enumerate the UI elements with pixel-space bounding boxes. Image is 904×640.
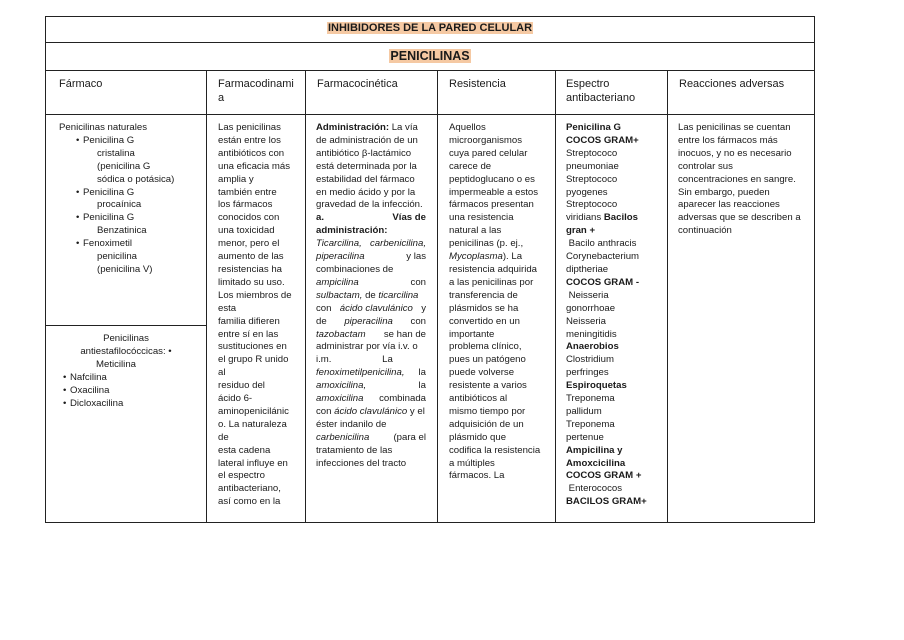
text-line: están entre los bbox=[218, 134, 281, 146]
text-line: residuo del bbox=[218, 380, 265, 392]
text-line: una eficacia más bbox=[218, 160, 290, 172]
drug-text: ticarcilina bbox=[378, 289, 419, 301]
drug-text: piperacilina bbox=[316, 251, 365, 263]
text-line: cuya pared celular bbox=[449, 147, 528, 159]
text-line: resistente a varios bbox=[449, 380, 527, 392]
spectrum-line bbox=[566, 341, 664, 354]
text-line: fármacos. La bbox=[449, 470, 505, 482]
spectrum-text: diptheriae bbox=[566, 263, 609, 275]
text-line: ácido 6- bbox=[218, 393, 253, 405]
drug-item-cont: (penicilina V) bbox=[97, 263, 153, 275]
spectrum-text: Bacilo anthracis bbox=[566, 238, 637, 250]
text-line: concentraciones en sangre. bbox=[678, 173, 796, 185]
spectrum-line bbox=[566, 458, 664, 471]
text-line: impermeable a estos bbox=[449, 186, 539, 198]
spectrum-text: Neisseria bbox=[566, 289, 609, 301]
admin-text: La vía bbox=[389, 122, 418, 133]
text-line: Aquellos bbox=[449, 122, 486, 133]
spectrum-text: BACILOS GRAM+ bbox=[566, 496, 647, 508]
drug-text: ácido clavulánico bbox=[339, 302, 413, 314]
header-farmacodinamia: Farmacodinamia bbox=[218, 78, 294, 104]
spectrum-text: Treponema bbox=[566, 418, 615, 430]
drug-text: carbenicilina bbox=[316, 431, 370, 443]
drug-item: • Oxacilina bbox=[46, 385, 206, 398]
spectrum-line bbox=[566, 483, 664, 496]
text-line: entre los fármacos más bbox=[678, 134, 778, 146]
spectrum-line bbox=[566, 432, 664, 445]
farmaco-antistaph-group bbox=[46, 333, 206, 410]
main-table bbox=[45, 16, 815, 523]
text-line: natural a las bbox=[449, 225, 502, 237]
text-line: en medio ácido y por la bbox=[316, 186, 416, 198]
spectrum-line bbox=[566, 238, 664, 251]
drug-text: amoxicilina, bbox=[316, 380, 367, 392]
table-title: INHIBIDORES DE LA PARED CELULAR bbox=[327, 22, 533, 34]
spectrum-text: Amoxcicilina bbox=[566, 457, 626, 469]
espectro-text bbox=[566, 122, 664, 509]
col-divider bbox=[206, 70, 207, 522]
drug-item-cont: Benzatinica bbox=[97, 225, 147, 237]
drug-item: • Penicilina G bbox=[59, 212, 204, 225]
text-line: gravedad de la infección. bbox=[316, 199, 423, 211]
farmaco-subdivider bbox=[46, 325, 206, 326]
spectrum-text: pallidum bbox=[566, 405, 602, 417]
drug-text: piperacilina bbox=[344, 315, 393, 327]
text-line: aumento de las bbox=[218, 251, 284, 263]
reacciones-text bbox=[678, 122, 804, 238]
text: combinaciones de bbox=[316, 263, 394, 275]
text-line: continuación bbox=[678, 225, 732, 237]
text-line: carece de bbox=[449, 160, 492, 172]
text: la bbox=[418, 380, 426, 392]
farmaco-natural-group bbox=[59, 122, 204, 277]
text-line: de administración de un bbox=[316, 134, 418, 146]
spectrum-text: Penicilina G bbox=[566, 122, 621, 133]
text-line: antibacteriano, bbox=[218, 483, 281, 495]
spectrum-text: Ampicilina y bbox=[566, 444, 623, 456]
spectrum-line bbox=[566, 225, 664, 238]
vias-index: a. bbox=[316, 212, 325, 224]
header-farmaco: Fármaco bbox=[59, 78, 103, 90]
header-resistencia: Resistencia bbox=[449, 78, 506, 90]
drug-item-cont: (penicilina G bbox=[97, 160, 151, 172]
spectrum-text: COCOS GRAM+ bbox=[566, 134, 639, 146]
text-line: a las penicilinas por bbox=[449, 276, 534, 288]
spectrum-line bbox=[566, 122, 664, 135]
text-line: antibiótico β-lactámico bbox=[316, 147, 412, 159]
text-line: codifica la resistencia bbox=[449, 444, 541, 456]
spectrum-line bbox=[566, 187, 664, 200]
drug-text: amoxicilina bbox=[316, 393, 364, 405]
spectrum-line bbox=[566, 290, 664, 303]
text-line: importante bbox=[449, 328, 495, 340]
text: de bbox=[316, 315, 327, 327]
spectrum-text: COCOS GRAM + bbox=[566, 470, 642, 482]
text-line: plásmido que bbox=[449, 431, 507, 443]
text-line: esta cadena bbox=[218, 444, 271, 456]
spectrum-text: Streptococo bbox=[566, 173, 618, 185]
col-divider bbox=[305, 70, 306, 522]
text-line: aminopenicilánic bbox=[218, 405, 289, 417]
text-line: pues un patógeno bbox=[449, 354, 526, 366]
spectrum-line bbox=[566, 264, 664, 277]
drug-item: • Nafcilina bbox=[46, 372, 206, 385]
text-line: lateral influye en bbox=[218, 457, 288, 469]
spectrum-text: gran + bbox=[566, 225, 596, 237]
drug-text: fenoximetilpenicilina, bbox=[316, 367, 405, 379]
text: infecciones del tracto bbox=[316, 457, 407, 469]
group-heading-cont: antiestafilocóccicas: • bbox=[80, 345, 172, 357]
spectrum-line bbox=[566, 496, 664, 509]
drug-item: • Penicilina G bbox=[59, 135, 204, 148]
text-line: antibióticos al bbox=[449, 393, 508, 405]
text-line: problema clínico, bbox=[449, 341, 522, 353]
spectrum-line bbox=[566, 367, 664, 380]
text-line: fármacos presentan bbox=[449, 199, 534, 211]
spectrum-text: Espiroquetas bbox=[566, 380, 627, 392]
spectrum-line bbox=[566, 380, 664, 393]
spectrum-line bbox=[566, 199, 664, 212]
drug-item: Meticilina bbox=[96, 358, 136, 370]
spectrum-text: viridians bbox=[566, 212, 604, 224]
spectrum-line bbox=[566, 445, 664, 458]
text-line: limitado su uso. bbox=[218, 276, 285, 288]
text-line: el grupo R unido bbox=[218, 354, 289, 366]
farmacocinetica-text bbox=[316, 122, 426, 470]
text-line: Mycoplasma). La bbox=[449, 251, 523, 263]
text-line: adquisición de un bbox=[449, 418, 524, 430]
col-divider bbox=[667, 70, 668, 522]
header-reacciones: Reacciones adversas bbox=[679, 78, 785, 90]
spectrum-line bbox=[566, 303, 664, 316]
spectrum-text: COCOS GRAM - bbox=[566, 276, 640, 288]
spectrum-text: pneumoniae bbox=[566, 160, 619, 172]
spectrum-text: Anaerobios bbox=[566, 341, 619, 353]
text-line: sustituciones en bbox=[218, 341, 287, 353]
text-line: estabilidad del fármaco bbox=[316, 173, 415, 185]
text: con bbox=[316, 302, 332, 314]
header-farmacocinetica: Farmacocinética bbox=[317, 78, 398, 90]
col-divider bbox=[555, 70, 556, 522]
spectrum-text: perfringes bbox=[566, 367, 609, 379]
text-line: esta bbox=[218, 302, 237, 314]
text-line: inocuos, y no es necesario bbox=[678, 147, 792, 159]
spectrum-line bbox=[566, 277, 664, 290]
text: y las bbox=[406, 251, 426, 263]
text-line: controlar sus bbox=[678, 160, 733, 172]
spectrum-text: meningitidis bbox=[566, 328, 617, 340]
drug-text: ampicilina bbox=[316, 276, 359, 288]
text-line: de bbox=[218, 431, 229, 443]
text: con bbox=[316, 405, 332, 417]
spectrum-line bbox=[566, 470, 664, 483]
text-line: Las penicilinas se cuentan bbox=[678, 122, 791, 133]
text: tratamiento de las bbox=[316, 444, 393, 456]
text: con bbox=[410, 276, 426, 288]
vias-label: Vías de bbox=[392, 212, 426, 224]
text-line: resistencias ha bbox=[218, 263, 282, 275]
drug-item-cont: sódica o potásica) bbox=[97, 173, 175, 185]
resistencia-text bbox=[449, 122, 553, 483]
spectrum-text: Streptococo bbox=[566, 199, 618, 211]
text: combinada bbox=[379, 393, 426, 405]
header-espectro: Espectro antibacteriano bbox=[566, 78, 636, 104]
text-line: o. La naturaleza bbox=[218, 418, 287, 430]
text-line: resistencia adquirida bbox=[449, 263, 537, 275]
text-line: adversas que se describen a bbox=[678, 212, 801, 224]
drug-item: • Fenoximetil bbox=[59, 238, 204, 251]
drug-item-cont: cristalina bbox=[97, 147, 135, 159]
spectrum-line bbox=[566, 354, 664, 367]
text-line: convertido en un bbox=[449, 315, 520, 327]
spectrum-line bbox=[566, 329, 664, 342]
text-line: menor, pero el bbox=[218, 238, 280, 250]
spectrum-text: Streptococo bbox=[566, 147, 618, 159]
text-line: penicilinas (p. ej., bbox=[449, 238, 524, 250]
spectrum-line bbox=[566, 316, 664, 329]
spectrum-text: Clostridium bbox=[566, 354, 614, 366]
admin-label: Administración: bbox=[316, 122, 390, 133]
text: i.m. La bbox=[316, 354, 393, 366]
text-line: familia difieren bbox=[218, 315, 280, 327]
spectrum-category: Bacilos bbox=[603, 212, 638, 224]
spectrum-line bbox=[566, 148, 664, 161]
drug-item: • Penicilina G bbox=[59, 187, 204, 200]
spectrum-text: Corynebacterium bbox=[566, 251, 640, 263]
text-line: una toxicidad bbox=[218, 225, 275, 237]
spectrum-line bbox=[566, 135, 664, 148]
spectrum-line bbox=[566, 393, 664, 406]
text-line: Los miembros de bbox=[218, 289, 292, 301]
vias-label-cont: administración: bbox=[316, 225, 388, 237]
text: y el bbox=[409, 405, 425, 417]
spectrum-line bbox=[566, 174, 664, 187]
group-heading: Penicilinas bbox=[103, 333, 149, 344]
spectrum-line bbox=[566, 419, 664, 432]
row-divider bbox=[46, 114, 814, 115]
spectrum-text: Enterococos bbox=[566, 483, 622, 495]
text-line: Las penicilinas bbox=[218, 122, 281, 133]
text-line: el espectro bbox=[218, 470, 265, 482]
drug-text: sulbactam, bbox=[316, 289, 363, 301]
text-line: así como en la bbox=[218, 496, 281, 508]
spectrum-line bbox=[566, 251, 664, 264]
text-line: mismo tiempo por bbox=[449, 405, 526, 417]
text-line: entre sí en las bbox=[218, 328, 279, 340]
group-heading: Penicilinas naturales bbox=[59, 122, 147, 133]
spectrum-text: Neisseria bbox=[566, 315, 606, 327]
text-line: aparecer las reacciones bbox=[678, 199, 780, 211]
spectrum-line bbox=[566, 161, 664, 174]
text: (para el bbox=[393, 431, 426, 443]
text-line: los fármacos bbox=[218, 199, 273, 211]
drug-item-cont: penicilina bbox=[97, 251, 138, 263]
drug-item: • Dicloxacilina bbox=[46, 398, 206, 411]
text-line: microorganismos bbox=[449, 134, 523, 146]
drug-text: tazobactam bbox=[316, 328, 366, 340]
drug-text: Ticarcilina, bbox=[316, 238, 362, 250]
spectrum-text: pertenue bbox=[566, 431, 604, 443]
text: administrar por vía i.v. o bbox=[316, 341, 418, 353]
text-line: transferencia de bbox=[449, 289, 518, 301]
text-line: está determinada por la bbox=[316, 160, 417, 172]
text-line: al bbox=[218, 367, 226, 379]
col-divider bbox=[437, 70, 438, 522]
drug-item-cont: procaínica bbox=[97, 199, 142, 211]
table-subtitle: PENICILINAS bbox=[390, 49, 470, 63]
text: de bbox=[365, 289, 376, 301]
text-line: conocidos con bbox=[218, 212, 280, 224]
text: con bbox=[410, 315, 426, 327]
spectrum-line bbox=[566, 406, 664, 419]
row-divider bbox=[46, 70, 814, 71]
spectrum-text: pyogenes bbox=[566, 186, 608, 198]
text-line: puede volverse bbox=[449, 367, 515, 379]
text: y bbox=[421, 302, 426, 314]
text: éster indanilo de bbox=[316, 418, 387, 430]
spectrum-text: Treponema bbox=[566, 393, 615, 405]
text-line: plásmidos se ha bbox=[449, 302, 519, 314]
text-line: una resistencia bbox=[449, 212, 514, 224]
text-line: a múltiples bbox=[449, 457, 495, 469]
spectrum-text: gonorrhoae bbox=[566, 302, 616, 314]
spectrum-line bbox=[566, 212, 664, 225]
row-divider bbox=[46, 42, 814, 43]
text: la bbox=[418, 367, 426, 379]
text-line: también entre bbox=[218, 186, 277, 198]
text-line: amplia y bbox=[218, 173, 254, 185]
drug-text: ácido clavulánico bbox=[334, 405, 408, 417]
text-line: Sin embargo, pueden bbox=[678, 186, 770, 198]
text: se han de bbox=[383, 328, 426, 340]
farmacodinamia-text bbox=[218, 122, 293, 509]
text-line: peptidoglucano o es bbox=[449, 173, 535, 185]
drug-text: carbenicilina, bbox=[370, 238, 426, 250]
text-line: antibióticos con bbox=[218, 147, 285, 159]
